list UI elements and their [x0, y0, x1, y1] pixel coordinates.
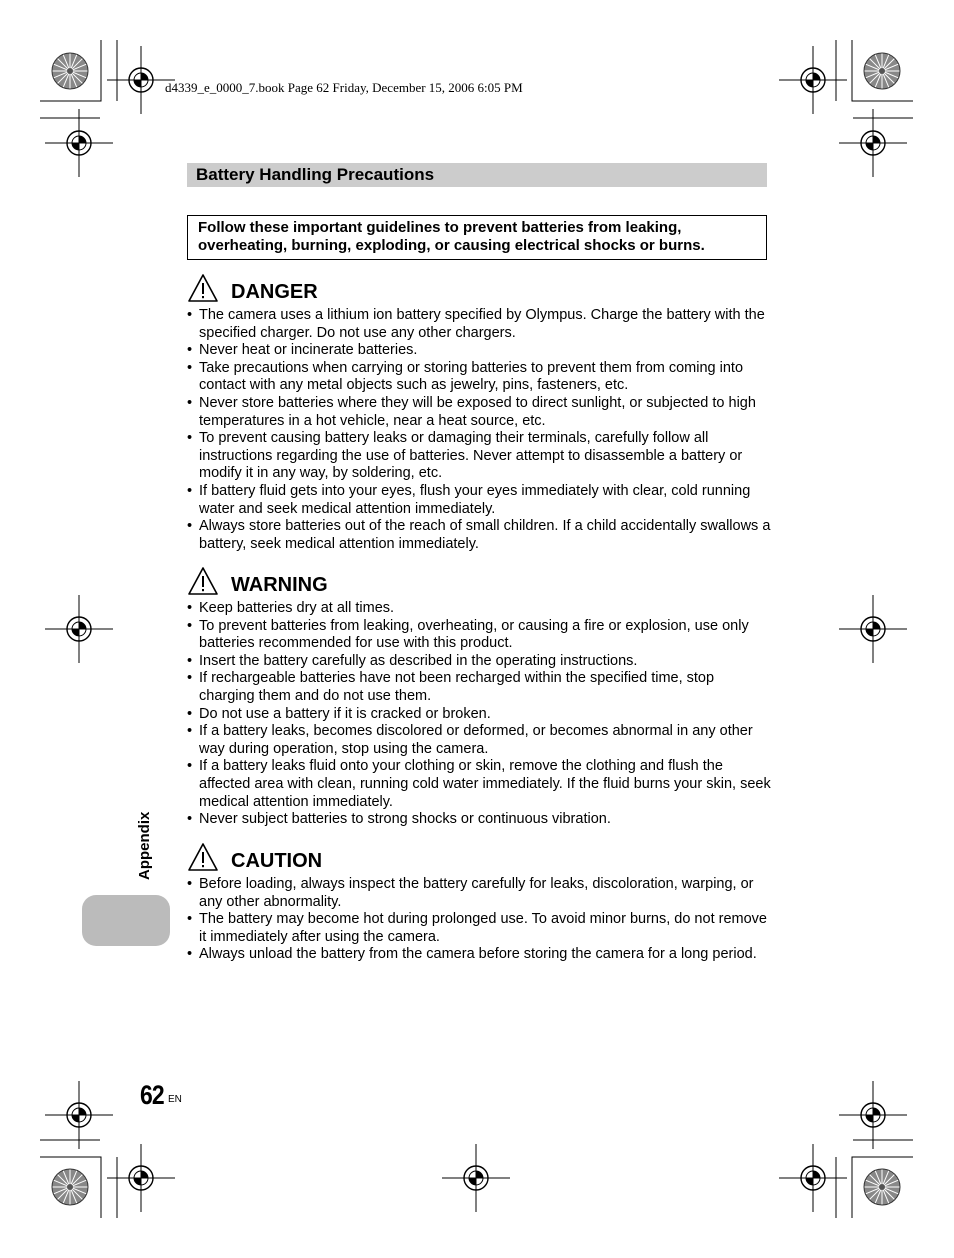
list-item: • Never store batteries where they will be exposed to direct sunlight, or subjected to high temperatures in a hot vehicle, near a heat source, etc.: [187, 395, 772, 430]
caution-list: [187, 876, 772, 964]
list-item: • If a battery leaks fluid onto your clothing or skin, remove the clothing and flush the affected area with clean, running cold water immediately. If the fluid burns your skin, seek medical attention immediately.: [187, 758, 772, 811]
warning-section: [187, 566, 772, 829]
caution-heading: [187, 842, 772, 876]
registration-mark-icon: [839, 109, 907, 177]
list-item: • If a battery leaks, becomes discolored or deformed, or becomes abnormal in any other way during operation, stop using the camera.: [187, 723, 772, 758]
danger-title: DANGER: [231, 281, 318, 303]
warning-heading: [187, 566, 772, 600]
registration-mark-icon: [779, 46, 847, 114]
list-item: • Take precautions when carrying or storing batteries to prevent them from coming into contact with any metal objects such as jewelry, pins, fasteners, etc.: [187, 360, 772, 395]
warning-triangle-icon: [187, 273, 219, 303]
appendix-tab-label: Appendix: [136, 811, 153, 880]
list-item: • Before loading, always inspect the battery carefully for leaks, discoloration, warping, or any other abnormality.: [187, 876, 772, 911]
list-item: • To prevent causing battery leaks or damaging their terminals, carefully follow all instructions regarding the use of batteries. Never attempt to disassemble a battery or modify it in any way, by soldering, etc.: [187, 430, 772, 483]
section-title-bar: [187, 163, 767, 187]
list-item: • Never subject batteries to strong shocks or continuous vibration.: [187, 811, 772, 829]
page-language: EN: [168, 1094, 182, 1105]
list-item: • If rechargeable batteries have not been recharged within the specified time, stop charging them and do not use them.: [187, 670, 772, 705]
list-item: • Do not use a battery if it is cracked or broken.: [187, 706, 772, 724]
list-item: • The camera uses a lithium ion battery specified by Olympus. Charge the battery with the specified charger. Do not use any other chargers.: [187, 307, 772, 342]
color-target-icon: [864, 53, 900, 89]
color-target-icon: [52, 1169, 88, 1205]
list-item: • Keep batteries dry at all times.: [187, 600, 772, 618]
list-item: • Insert the battery carefully as described in the operating instructions.: [187, 653, 772, 671]
page-number: 62: [140, 1080, 164, 1110]
caution-section: [187, 842, 772, 964]
warning-title: WARNING: [231, 574, 328, 596]
list-item: • To prevent batteries from leaking, overheating, or causing a fire or explosion, use only batteries recommended for use with this product.: [187, 618, 772, 653]
color-target-icon: [864, 1169, 900, 1205]
danger-section: [187, 273, 772, 553]
registration-mark-icon: [779, 1144, 847, 1212]
warning-list: [187, 600, 772, 829]
list-item: • Always store batteries out of the reach of small children. If a child accidentally swallows a battery, seek medical attention immediately.: [187, 518, 772, 553]
list-item: • The battery may become hot during prolonged use. To avoid minor burns, do not remove it immediately after using the camera.: [187, 911, 772, 946]
registration-mark-icon: [839, 595, 907, 663]
registration-mark-icon: [45, 1081, 113, 1149]
warning-triangle-icon: [187, 842, 219, 872]
registration-mark-icon: [442, 1144, 510, 1212]
list-item: • Always unload the battery from the camera before storing the camera for a long period.: [187, 946, 772, 964]
registration-mark-icon: [45, 595, 113, 663]
list-item: • If battery fluid gets into your eyes, flush your eyes immediately with clear, cold running water and seek medical attention immediately.: [187, 483, 772, 518]
section-title: Battery Handling Precautions: [196, 165, 435, 184]
danger-heading: [187, 273, 772, 307]
danger-list: [187, 307, 772, 553]
registration-mark-icon: [45, 109, 113, 177]
section-tab: [82, 895, 170, 946]
file-header: d4339_e_0000_7.book Page 62 Friday, December 15, 2006 6:05 PM: [165, 80, 523, 95]
notice-box: Follow these important guidelines to prevent batteries from leaking, overheating, burning, exploding, or causing electrical shocks or burns.: [187, 215, 767, 260]
caution-title: CAUTION: [231, 850, 323, 872]
warning-triangle-icon: [187, 566, 219, 596]
list-item: • Never heat or incinerate batteries.: [187, 342, 772, 360]
registration-mark-icon: [839, 1081, 907, 1149]
color-target-icon: [52, 53, 88, 89]
